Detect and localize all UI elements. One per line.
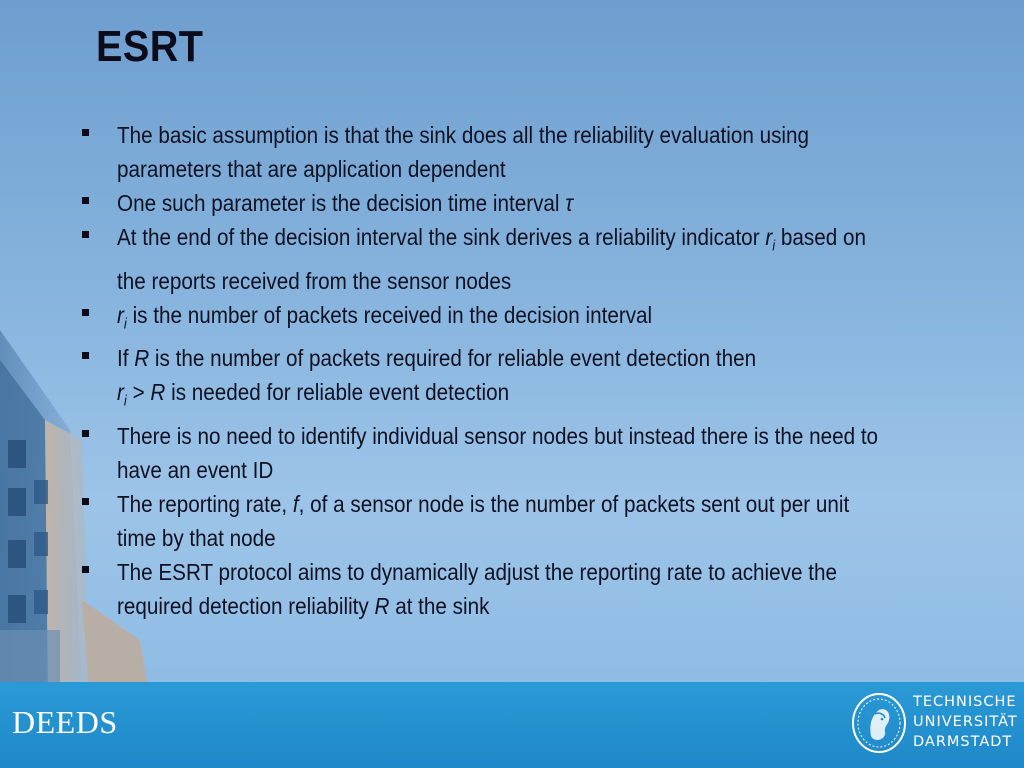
footer-bar (0, 682, 1024, 768)
bullet-line (117, 419, 896, 453)
text-run: , of a sensor node is the number of packets sent out per unit (298, 491, 850, 518)
bullet-square-icon (82, 129, 89, 136)
bullet-line (117, 375, 896, 419)
bullet-line (117, 298, 896, 342)
italic-symbol: τ (565, 190, 574, 216)
bullet-line (117, 589, 896, 623)
bullet-square-icon (82, 197, 89, 204)
bullet-line (117, 220, 896, 264)
bullet-list (82, 118, 1002, 623)
bullet-line (117, 521, 896, 555)
slide-title: ESRT (96, 22, 204, 71)
text-run: is the number of packets required for reliable event detection then (149, 345, 757, 372)
text-run: parameters that are application dependent (117, 156, 506, 182)
bullet-square-icon (82, 231, 89, 238)
bullet-line (117, 555, 896, 589)
bullet-line (117, 341, 896, 375)
bullet-line (117, 152, 896, 186)
bullet-item (82, 118, 1002, 186)
bullet-square-icon (82, 566, 89, 573)
text-run: > (126, 379, 151, 406)
bullet-item (82, 487, 1002, 555)
bullet-item (82, 220, 1002, 298)
bullet-line (117, 453, 896, 487)
bullet-item (82, 186, 1002, 220)
bullet-square-icon (82, 498, 89, 505)
bullet-square-icon (82, 430, 89, 437)
logo-line-1: TECHNISCHE (913, 694, 1017, 710)
text-run: If (117, 345, 135, 372)
logo-line-2: UNIVERSITÄT (913, 714, 1018, 730)
italic-symbol: R (374, 593, 390, 620)
footer-brand: DEEDS (12, 704, 118, 740)
university-logo-text (913, 692, 1018, 752)
bullet-line (117, 487, 896, 521)
italic-symbol: R (134, 345, 150, 372)
text-run: The ESRT protocol aims to dynamically adjust the reporting rate to achieve the (117, 559, 837, 586)
subscript-symbol: i (123, 315, 127, 333)
text-run: have an event ID (117, 457, 274, 484)
italic-symbol: r (117, 301, 124, 328)
subscript-symbol: i (123, 393, 127, 411)
bullet-item (82, 555, 1002, 623)
bullet-line (117, 186, 896, 220)
text-run: At the end of the decision interval the sink derives a reliability indicator (117, 224, 766, 250)
text-run: time by that node (117, 525, 276, 552)
university-seal-icon (851, 692, 907, 754)
text-run: The reporting rate, (117, 491, 293, 518)
italic-symbol: R (150, 379, 166, 406)
subscript-symbol: i (772, 237, 776, 255)
bullet-line (117, 118, 896, 152)
text-run: There is no need to identify individual sensor nodes but instead there is the need to (117, 423, 879, 450)
text-run: required detection reliability (117, 593, 375, 620)
text-run: The basic assumption is that the sink does all the reliability evaluation using (117, 122, 810, 148)
text-run: is the number of packets received in the decision interval (126, 301, 653, 328)
italic-symbol: f (292, 491, 299, 518)
italic-symbol: r (765, 224, 773, 250)
bullet-item (82, 298, 1002, 342)
bullet-square-icon (82, 352, 89, 359)
text-run: at the sink (389, 593, 490, 620)
italic-symbol: r (117, 379, 124, 406)
bullet-square-icon (82, 309, 89, 316)
bullet-item (82, 341, 1002, 419)
text-run: One such parameter is the decision time interval (117, 190, 566, 216)
text-run: is needed for reliable event detection (165, 379, 510, 406)
text-run: based on (775, 224, 867, 250)
bullet-line (117, 264, 896, 298)
text-run: the reports received from the sensor nodes (117, 267, 512, 294)
bullet-item (82, 419, 1002, 487)
logo-line-3: DARMSTADT (913, 734, 1013, 750)
